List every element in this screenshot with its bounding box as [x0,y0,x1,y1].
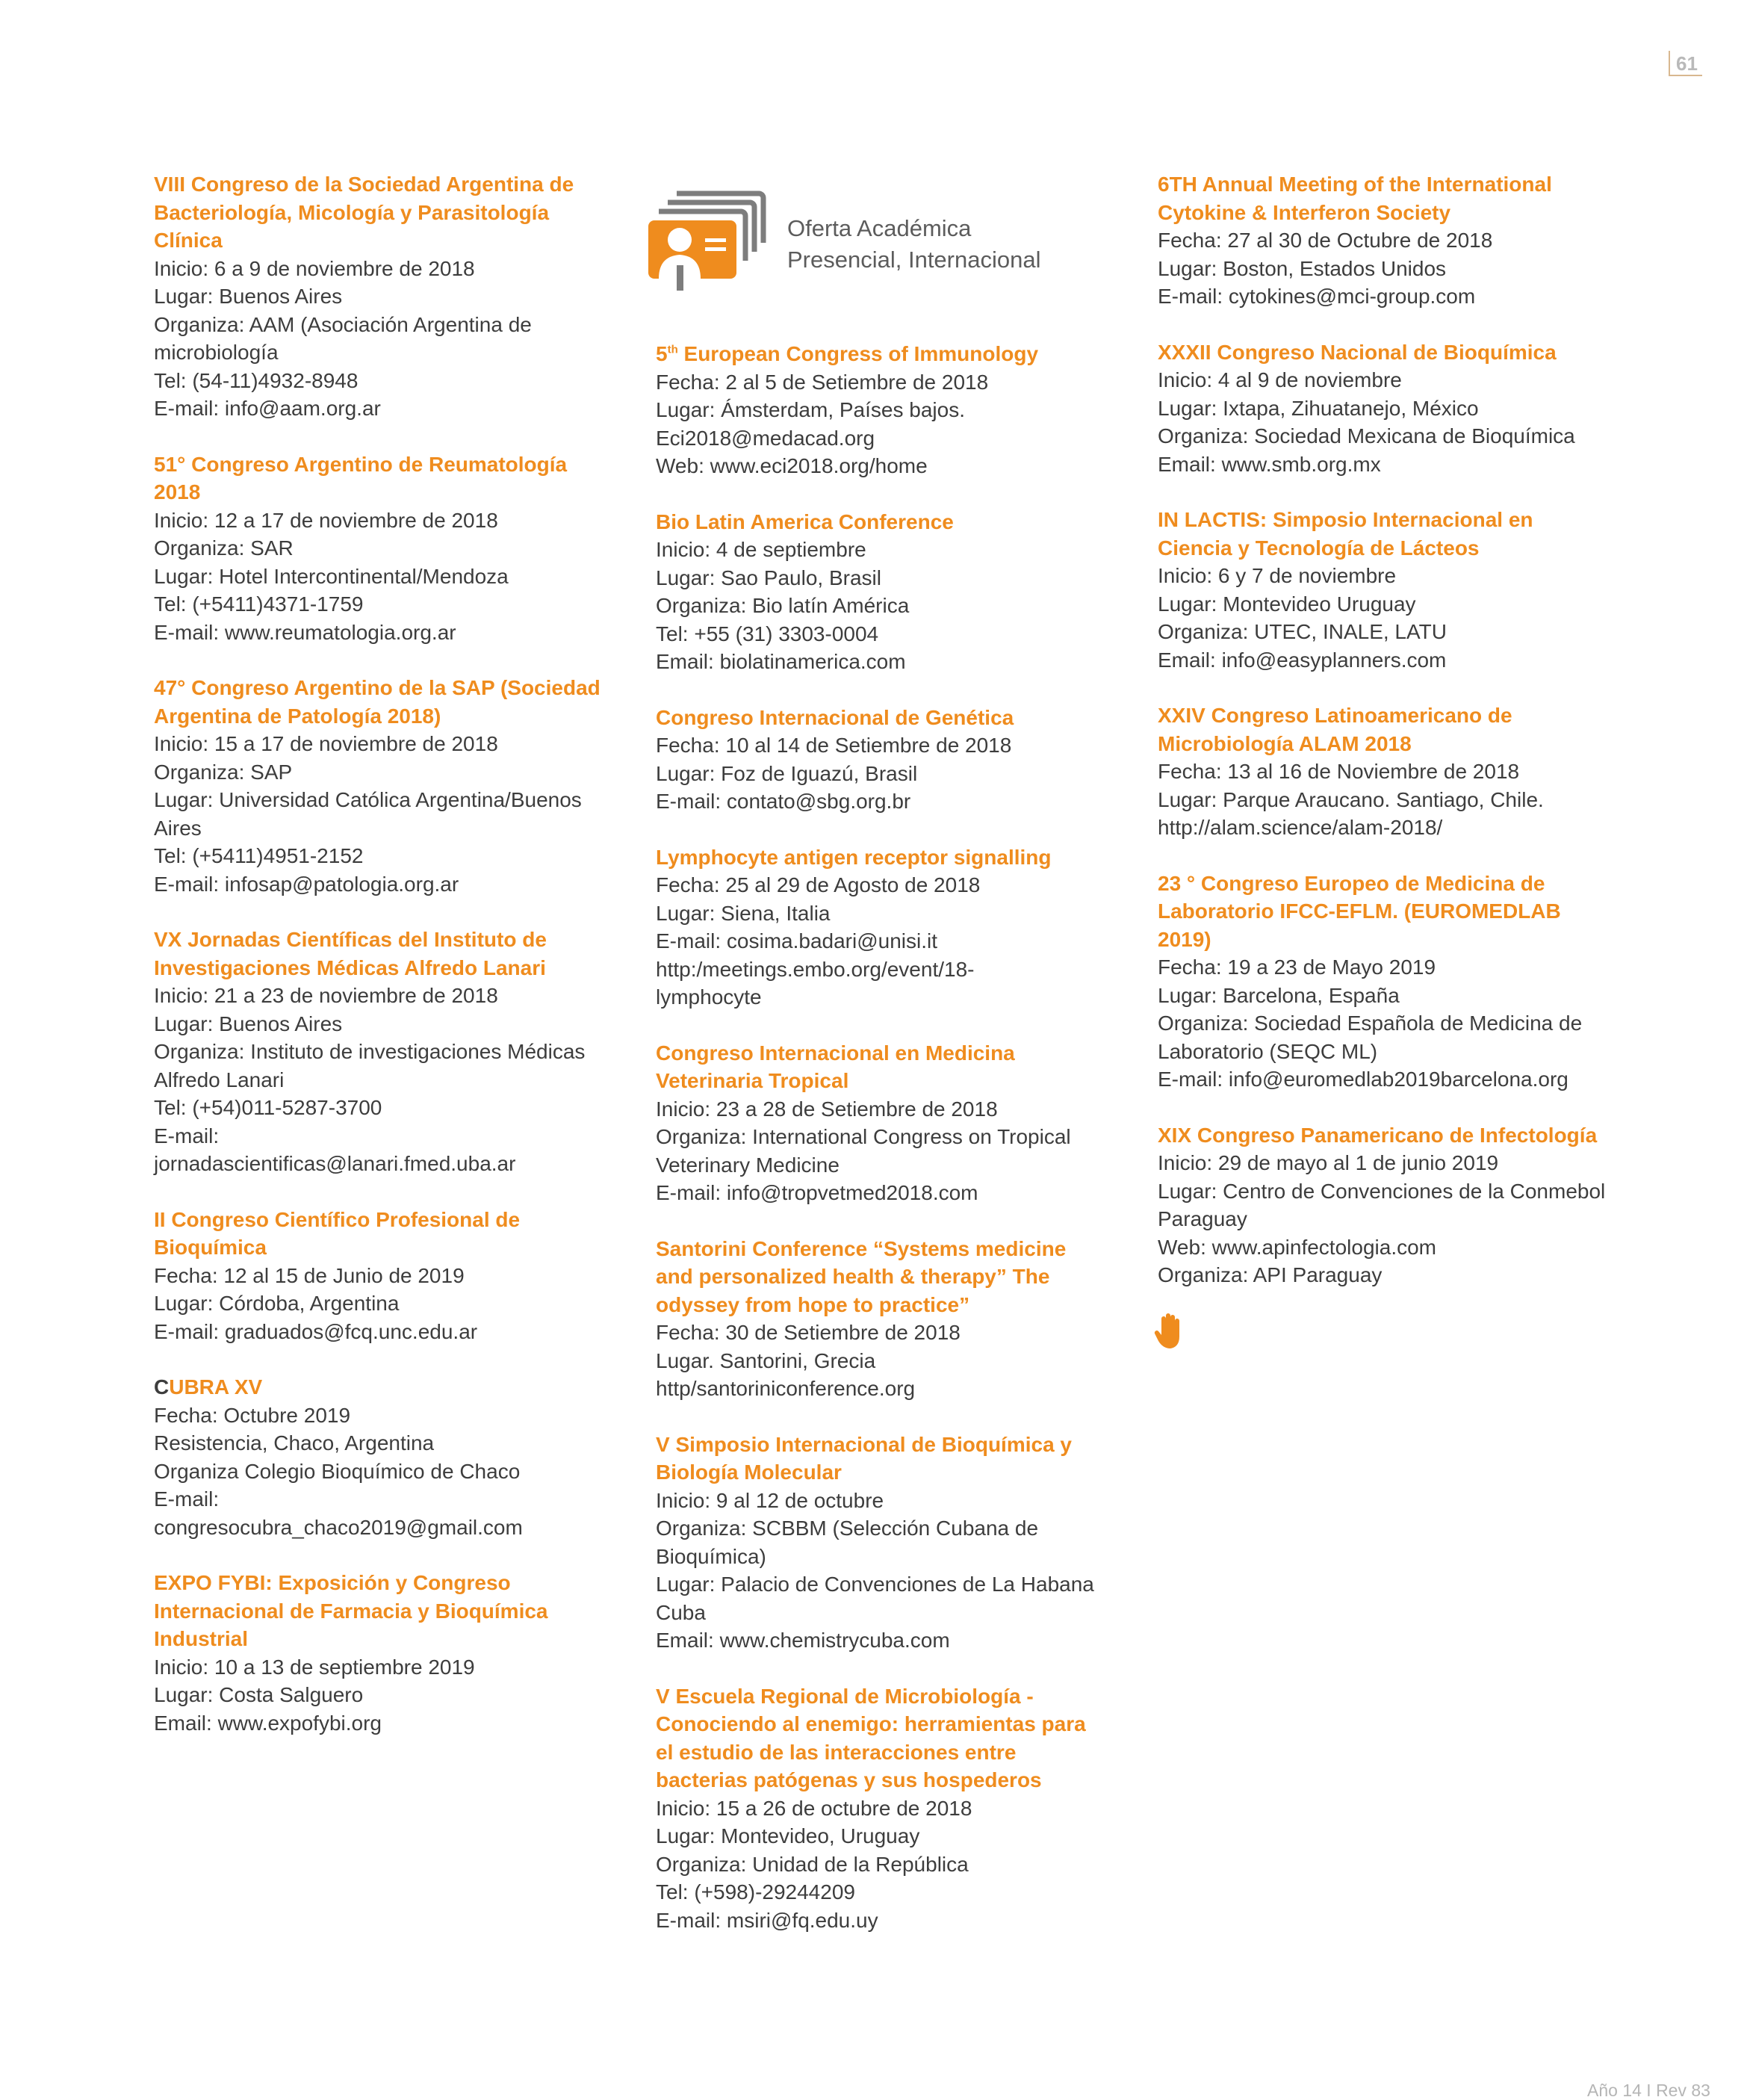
event [154,926,602,1178]
footer-issue: Año 14 I Rev 83 [1587,2081,1710,2100]
event-line: Email: info@easyplanners.com [1158,648,1447,672]
event-line: http:/meetings.embo.org/event/18- [656,957,975,981]
event-line: Lugar: Barcelona, España [1158,983,1400,1007]
event-line: jornadascientificas@lanari.fmed.uba.ar [154,1152,516,1175]
event-line: Web: www.apinfectologia.com [1158,1235,1436,1259]
event-line: Organiza: Instituto de investigaciones Médicas Alfredo Lanari [154,1040,586,1091]
event [656,508,1104,676]
event-title: EXPO FYBI: Exposición y Congreso Internacional de Farmacia y Bioquímica Industrial [154,1571,548,1650]
event-line: Fecha: 30 de Setiembre de 2018 [656,1321,961,1344]
event-title: IN LACTIS: Simposio Internacional en Ciencia y Tecnología de Lácteos [1158,508,1533,560]
event-line: Lugar: Boston, Estados Unidos [1158,256,1447,280]
event-title: 6TH Annual Meeting of the International Cytokine & Interferon Society [1158,173,1552,224]
event-line: Fecha: 2 al 5 de Setiembre de 2018 [656,370,989,394]
event-title [656,340,1104,368]
event-line: Fecha: 19 a 23 de Mayo 2019 [1158,955,1436,979]
event-title: V Simposio Internacional de Bioquímica y Biología Molecular [656,1432,1073,1484]
event-line: Lugar: Montevideo, Uruguay [656,1824,920,1847]
event-line: Inicio: 15 a 26 de octubre de 2018 [656,1796,972,1820]
event-line: Organiza: Bio latín América [656,594,910,617]
event-line: Organiza: Sociedad Mexicana de Bioquímica [1158,424,1575,447]
event-line: Organiza: AAM (Asociación Argentina de microbiología [154,312,532,364]
event [1158,1121,1606,1289]
event-title: 51° Congreso Argentino de Reumatología 2018 [154,452,568,504]
event-line: Organiza: International Congress on Tropical Veterinary Medicine [656,1125,1071,1177]
event-line: Lugar: Ámsterdam, Países bajos. [656,398,965,421]
section-label-line1: Oferta Académica [787,215,972,241]
event-title-initial: C [154,1375,170,1399]
event-line: Lugar: Foz de Iguazú, Brasil [656,761,918,785]
event-line: E-mail: [154,1487,220,1511]
event-line: Organiza: SAP [154,760,293,784]
event-line: Resistencia, Chaco, Argentina [154,1431,435,1455]
event-line: Organiza Colegio Bioquímico de Chaco [154,1459,521,1483]
event [656,843,1104,1012]
event-title: 47° Congreso Argentino de la SAP (Sociedad Argentina de Patología 2018) [154,676,601,728]
event-line: E-mail: contato@sbg.org.br [656,790,911,813]
event-line: Organiza: UTEC, INALE, LATU [1158,620,1447,643]
event [154,674,602,898]
event-line: Inicio: 4 de septiembre [656,538,866,561]
event-line: Inicio: 12 a 17 de noviembre de 2018 [154,508,498,532]
event-line: Organiza: Unidad de la República [656,1852,969,1876]
event-line: E-mail: info@tropvetmed2018.com [656,1181,978,1204]
event-line: Email: biolatinamerica.com [656,650,906,673]
event-title-number: 5 [656,342,668,365]
column-3 [1158,170,1606,1317]
event-line: Fecha: 12 al 15 de Junio de 2019 [154,1263,465,1287]
event-line: Lugar: Centro de Convenciones de la Conmebol Paraguay [1158,1179,1606,1230]
section-header [647,191,1065,295]
event-title: Bio Latin America Conference [656,509,954,533]
event-line: Lugar: Universidad Católica Argentina/Buenos Aires [154,788,582,840]
column-2 [656,340,1104,1962]
event [1158,506,1606,674]
event-title: VX Jornadas Científicas del Instituto de Investigaciones Médicas Alfredo Lanari [154,928,547,979]
section-label-line2: Presencial, Internacional [787,247,1041,273]
event-title-rest: European Congress of Immunology [677,342,1039,365]
event-title [154,1373,602,1401]
event-line: Lugar: Ixtapa, Zihuatanejo, México [1158,396,1479,420]
event-title: VIII Congreso de la Sociedad Argentina de Bacteriología, Micología y Parasitología Clínica [154,173,574,252]
event-line: Inicio: 29 de mayo al 1 de junio 2019 [1158,1151,1499,1174]
event-line: E-mail: cosima.badari@unisi.it [656,929,937,953]
event-line: Inicio: 10 a 13 de septiembre 2019 [154,1655,475,1679]
event-line: E-mail: info@aam.org.ar [154,397,381,420]
event-line: E-mail: www.reumatologia.org.ar [154,620,456,644]
event-line: Fecha: 25 al 29 de Agosto de 2018 [656,873,981,896]
event [656,340,1104,480]
event [1158,170,1606,311]
event-line: E-mail: [154,1124,220,1147]
event-line: Email: www.smb.org.mx [1158,452,1381,476]
event-line: Organiza: SCBBM (Selección Cubana de Bioquímica) [656,1517,1039,1568]
event-line: Inicio: 6 y 7 de noviembre [1158,564,1397,587]
event-line: E-mail: info@euromedlab2019barcelona.org [1158,1068,1568,1091]
event [154,170,602,423]
event-line: Fecha: 13 al 16 de Noviembre de 2018 [1158,760,1520,783]
event-line: Fecha: Octubre 2019 [154,1403,351,1427]
event [656,1431,1104,1655]
event-line: Lugar. Santorini, Grecia [656,1348,876,1372]
event-title: Congreso Internacional de Genética [656,705,1014,729]
event-line: Lugar: Parque Araucano. Santiago, Chile. [1158,787,1544,811]
event-title: Congreso Internacional en Medicina Veterinaria Tropical [656,1041,1015,1092]
event-line: Lugar: Sao Paulo, Brasil [656,566,881,589]
event-line: Lugar: Buenos Aires [154,285,343,308]
hand-stop-icon [1154,1311,1187,1351]
event-line: Fecha: 27 al 30 de Octubre de 2018 [1158,229,1493,252]
event-line: E-mail: cytokines@mci-group.com [1158,285,1476,308]
event [656,1235,1104,1403]
event [656,1682,1104,1935]
event [656,1039,1104,1207]
page-number: 61 [1669,51,1702,76]
column-1 [154,170,602,1765]
event-title: 23 ° Congreso Europeo de Medicina de Laboratorio IFCC-EFLM. (EUROMEDLAB 2019) [1158,871,1561,951]
event-line: Inicio: 6 a 9 de noviembre de 2018 [154,256,475,280]
event-line: Lugar: Palacio de Convenciones de La Habana Cuba [656,1573,1094,1624]
event-title: XIX Congreso Panamericano de Infectología [1158,1123,1598,1147]
event-line: Eci2018@medacad.org [656,426,875,450]
event-line: http://alam.science/alam-2018/ [1158,816,1443,839]
event-line: Inicio: 15 a 17 de noviembre de 2018 [154,732,498,755]
event-line: Email: www.chemistrycuba.com [656,1629,950,1652]
event-line: Tel: (+598)-29244209 [656,1880,855,1904]
event [154,450,602,647]
event-line: Tel: (54-11)4932-8948 [154,368,359,392]
event [154,1569,602,1737]
event-line: congresocubra_chaco2019@gmail.com [154,1515,523,1539]
event-line: Tel: (+5411)4371-1759 [154,592,364,616]
event-line: Tel: (+5411)4951-2152 [154,844,364,867]
event-line: Tel: (+54)011-5287-3700 [154,1096,382,1119]
event-line: Lugar: Buenos Aires [154,1012,343,1035]
event-line: Web: www.eci2018.org/home [656,454,928,477]
event-line: Inicio: 4 al 9 de noviembre [1158,368,1402,391]
event-title: XXXII Congreso Nacional de Bioquímica [1158,340,1557,364]
event-line: Fecha: 10 al 14 de Setiembre de 2018 [656,734,1012,757]
event-line: Lugar: Hotel Intercontinental/Mendoza [154,564,509,588]
event-line: Organiza: API Paraguay [1158,1263,1383,1286]
event-line: lymphocyte [656,985,762,1009]
event-line: Lugar: Costa Salguero [154,1683,364,1706]
event [154,1373,602,1541]
event [1158,701,1606,842]
event-title: XXIV Congreso Latinoamericano de Microbiología ALAM 2018 [1158,704,1512,755]
event [1158,338,1606,479]
event [154,1206,602,1346]
event-title: II Congreso Científico Profesional de Bioquímica [154,1207,521,1259]
event-title: Santorini Conference “Systems medicine and personalized health & therapy” The odyssey from hope to practice” [656,1236,1067,1316]
event-line: Lugar: Siena, Italia [656,901,831,925]
section-label [787,213,1040,276]
event-line: Organiza: SAR [154,536,294,560]
event-line: E-mail: graduados@fcq.unc.edu.ar [154,1319,478,1343]
event-title-rest: UBRA XV [169,1375,263,1399]
event-line: Inicio: 21 a 23 de noviembre de 2018 [154,984,498,1007]
event-line: http/santoriniconference.org [656,1377,916,1400]
event-line: Inicio: 23 a 28 de Setiembre de 2018 [656,1097,998,1121]
event-line: Lugar: Montevideo Uruguay [1158,592,1416,616]
event-title: V Escuela Regional de Microbiología - Conociendo al enemigo: herramientas para el estudio de las interacciones entre bacterias patógenas y sus hospederos [656,1684,1086,1791]
event-line: Lugar: Córdoba, Argentina [154,1292,400,1315]
event-line: Tel: +55 (31) 3303-0004 [656,622,879,645]
event-title: Lymphocyte antigen receptor signalling [656,845,1052,869]
event-title-superscript: th [667,343,678,356]
presentation-board-icon [647,191,766,291]
event-line: Organiza: Sociedad Española de Medicina de Laboratorio (SEQC ML) [1158,1012,1583,1063]
event-line: E-mail: msiri@fq.edu.uy [656,1908,878,1932]
event-line: Inicio: 9 al 12 de octubre [656,1488,884,1512]
event [1158,870,1606,1094]
event-line: Email: www.expofybi.org [154,1711,382,1735]
event-line: E-mail: infosap@patologia.org.ar [154,872,459,896]
event [656,704,1104,816]
